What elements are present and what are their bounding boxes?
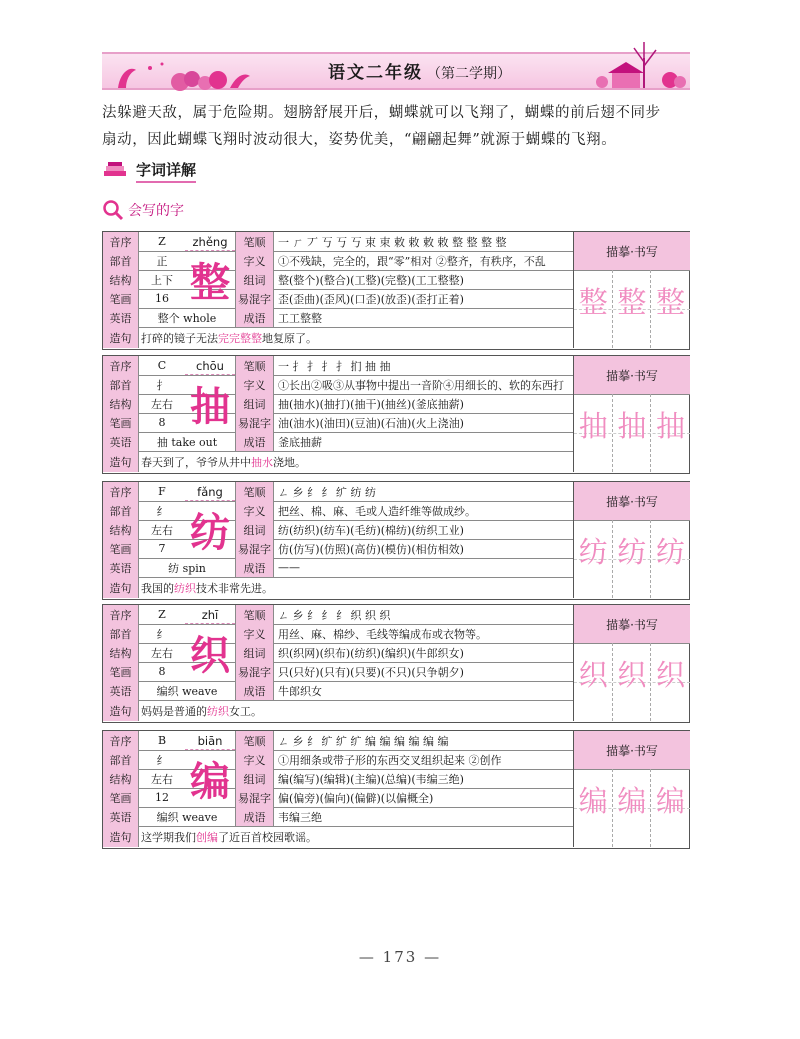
card-row bbox=[103, 539, 573, 559]
practice-area bbox=[573, 731, 690, 847]
trace-character: 抽 bbox=[655, 409, 685, 443]
field-label: 音序 bbox=[103, 731, 139, 750]
card-row bbox=[103, 501, 573, 521]
practice-area bbox=[573, 605, 690, 721]
card-row bbox=[103, 681, 573, 701]
practice-label: 描摹·书写 bbox=[574, 356, 690, 395]
practice-grid bbox=[574, 520, 690, 598]
trace-character: 纺 bbox=[617, 535, 647, 569]
field-value: F bbox=[158, 485, 166, 498]
field-label: 音序 bbox=[103, 232, 139, 251]
field-value: 左右 bbox=[151, 772, 173, 786]
field-label: 笔画 bbox=[103, 539, 139, 558]
pinyin: biān bbox=[197, 733, 223, 748]
practice-area bbox=[573, 482, 690, 598]
field-label: 英语 bbox=[103, 807, 139, 826]
intro-line-1: 法躲避天敌，属于危险期。翅膀舒展开后，蝴蝶就可以飞翔了，蝴蝶的前后翅不同步 bbox=[102, 105, 661, 121]
field-label: 组词 bbox=[235, 643, 274, 662]
field-label: 英语 bbox=[103, 558, 139, 577]
book-title: 语文二年级 bbox=[328, 63, 423, 83]
trace-character: 编 bbox=[617, 784, 647, 818]
meaning-value: ①不残缺，完全的，跟“零”相对 ②整齐，有秩序，不乱 bbox=[278, 254, 546, 268]
practice-grid bbox=[574, 394, 690, 472]
field-value: 正 bbox=[156, 254, 168, 268]
example-sentence bbox=[139, 451, 573, 472]
field-label: 结构 bbox=[103, 394, 139, 413]
field-value: 上下 bbox=[151, 273, 173, 287]
field-label: 音序 bbox=[103, 605, 139, 624]
word-groups-value: 整(整个)(整合)(工整)(完整)(工工整整) bbox=[278, 273, 464, 287]
example-sentence bbox=[139, 577, 573, 598]
field-value: 纺 spin bbox=[168, 561, 206, 575]
field-value: 整个 whole bbox=[157, 311, 217, 325]
field-label: 易混字 bbox=[235, 662, 274, 681]
sentence-row bbox=[103, 826, 573, 847]
trace-character: 编 bbox=[578, 784, 608, 818]
practice-cell bbox=[613, 394, 652, 472]
field-label: 部首 bbox=[103, 624, 139, 643]
trace-character: 编 bbox=[655, 784, 685, 818]
trace-character: 抽 bbox=[578, 409, 608, 443]
practice-cell bbox=[651, 643, 690, 721]
sentence-highlight: 纺织 bbox=[207, 704, 229, 718]
card-row bbox=[103, 558, 573, 578]
field-value: 左右 bbox=[151, 397, 173, 411]
field-label: 结构 bbox=[103, 769, 139, 788]
idiom-value: 牛郎织女 bbox=[278, 684, 322, 698]
card-row bbox=[103, 251, 573, 271]
intro-line-2: 扇动，因此蝴蝶飞翔时波动很大，姿势优美，“翩翩起舞”就源于蝴蝶的飞翔。 bbox=[102, 132, 617, 148]
sentence-text: 了近百首校园歌谣。 bbox=[218, 830, 317, 844]
confusables-value: 只(只好)(只有)(只要)(不只)(只争朝夕) bbox=[278, 665, 464, 679]
idiom-value: 工工整整 bbox=[278, 311, 322, 325]
field-label: 笔顺 bbox=[235, 232, 274, 251]
section-title: 字词详解 bbox=[136, 159, 196, 183]
practice-cell bbox=[613, 520, 652, 598]
field-label: 易混字 bbox=[235, 289, 274, 308]
trace-character: 整 bbox=[655, 285, 685, 319]
practice-label: 描摹·书写 bbox=[574, 731, 690, 770]
card-row bbox=[103, 394, 573, 414]
field-value: 8 bbox=[158, 665, 166, 678]
card-row bbox=[103, 769, 573, 789]
field-label: 结构 bbox=[103, 520, 139, 539]
field-label: 组词 bbox=[235, 520, 274, 539]
field-value: B bbox=[157, 734, 167, 747]
field-label: 笔顺 bbox=[235, 482, 274, 501]
field-label: 英语 bbox=[103, 308, 139, 327]
practice-cell bbox=[574, 520, 613, 598]
house-tree-decoration-icon bbox=[594, 40, 690, 92]
practice-cell bbox=[613, 643, 652, 721]
target-character: 整 bbox=[190, 260, 230, 306]
field-value: 编织 weave bbox=[156, 810, 218, 824]
field-label: 造句 bbox=[103, 327, 139, 348]
header-title bbox=[328, 58, 511, 83]
stroke-order-value: ㄥ 乡 纟 纩 纩 纩 编 编 编 编 编 编 bbox=[278, 734, 449, 748]
sentence-highlight: 完完整整 bbox=[218, 331, 262, 345]
trace-character: 整 bbox=[617, 285, 647, 319]
sentence-text: 地复原了。 bbox=[262, 331, 317, 345]
practice-cell bbox=[651, 270, 690, 348]
field-label: 造句 bbox=[103, 826, 139, 847]
sentence-text: 我国的 bbox=[141, 581, 174, 595]
card-row bbox=[103, 482, 573, 502]
field-label: 组词 bbox=[235, 769, 274, 788]
target-character: 织 bbox=[190, 633, 230, 679]
card-row bbox=[103, 432, 573, 452]
field-value: 编织 weave bbox=[156, 684, 218, 698]
field-label: 笔画 bbox=[103, 413, 139, 432]
field-label: 易混字 bbox=[235, 539, 274, 558]
target-character: 抽 bbox=[190, 384, 230, 430]
confusables-value: 油(油水)(油田)(豆油)(石油)(火上浇油) bbox=[278, 416, 464, 430]
meaning-value: ①用细条或带子形的东西交叉组织起来 ②创作 bbox=[278, 753, 502, 767]
stroke-order-value: 一 扌 扌 扌 扌 扪 抽 抽 bbox=[278, 359, 391, 373]
card-row bbox=[103, 605, 573, 625]
practice-label: 描摹·书写 bbox=[574, 482, 690, 521]
sentence-text: 打碎的镜子无法 bbox=[141, 331, 218, 345]
field-label: 易混字 bbox=[235, 788, 274, 807]
practice-cell bbox=[574, 769, 613, 847]
field-value: 扌 bbox=[156, 378, 168, 392]
practice-cell bbox=[651, 769, 690, 847]
sentence-highlight: 创编 bbox=[196, 830, 218, 844]
field-value: 8 bbox=[158, 416, 166, 429]
subsection-title: 会写的字 bbox=[128, 203, 184, 219]
field-value: 纟 bbox=[156, 627, 168, 641]
field-value: 纟 bbox=[156, 753, 168, 767]
word-groups-value: 抽(抽水)(抽打)(抽干)(抽丝)(釜底抽薪) bbox=[278, 397, 464, 411]
meaning-value: ①长出②吸③从事物中提出一音阶④用细长的、软的东西打 bbox=[278, 378, 564, 392]
sentence-text: 浇地。 bbox=[273, 455, 306, 469]
trace-character: 纺 bbox=[578, 535, 608, 569]
field-value: 抽 take out bbox=[156, 435, 218, 449]
field-label: 结构 bbox=[103, 270, 139, 289]
field-label: 英语 bbox=[103, 432, 139, 451]
section-heading bbox=[102, 160, 196, 182]
practice-cell bbox=[613, 270, 652, 348]
field-value: 左右 bbox=[151, 523, 173, 537]
character-card bbox=[102, 604, 690, 723]
field-label: 字义 bbox=[235, 251, 274, 270]
card-row bbox=[103, 624, 573, 644]
practice-cell bbox=[574, 394, 613, 472]
example-sentence bbox=[139, 700, 573, 721]
field-label: 笔画 bbox=[103, 662, 139, 681]
sentence-row bbox=[103, 577, 573, 598]
field-label: 组词 bbox=[235, 270, 274, 289]
field-label: 字义 bbox=[235, 624, 274, 643]
field-label: 成语 bbox=[235, 807, 274, 826]
field-label: 成语 bbox=[235, 308, 274, 327]
idiom-value: 韦编三绝 bbox=[278, 810, 322, 824]
field-value: 左右 bbox=[151, 646, 173, 660]
word-groups-value: 织(织网)(织布)(纺织)(编织)(牛郎织女) bbox=[278, 646, 464, 660]
field-label: 英语 bbox=[103, 681, 139, 700]
practice-cell bbox=[574, 643, 613, 721]
pinyin: chōu bbox=[196, 358, 224, 373]
card-row bbox=[103, 643, 573, 663]
field-label: 造句 bbox=[103, 700, 139, 721]
card-row bbox=[103, 308, 573, 328]
card-row bbox=[103, 788, 573, 808]
practice-cell bbox=[651, 394, 690, 472]
sentence-text: 技术非常先进。 bbox=[196, 581, 273, 595]
pinyin: zhī bbox=[201, 607, 219, 622]
confusables-value: 仿(仿写)(仿照)(高仿)(模仿)(相仿相效) bbox=[278, 542, 464, 556]
sentence-text: 春天到了，爷爷从井中 bbox=[141, 455, 251, 469]
pinyin: zhěng bbox=[192, 234, 228, 249]
example-sentence bbox=[139, 327, 573, 348]
trace-character: 织 bbox=[655, 658, 685, 692]
card-row bbox=[103, 662, 573, 682]
meaning-value: 用丝、麻、棉纱、毛线等编成布或衣物等。 bbox=[278, 627, 487, 641]
practice-area bbox=[573, 232, 690, 348]
word-groups-value: 纺(纺织)(纺车)(毛纺)(棉纺)(纺织工业) bbox=[278, 523, 464, 537]
stroke-order-value: ㄥ 乡 纟 纟 纟 织 织 织 bbox=[278, 608, 391, 622]
field-label: 成语 bbox=[235, 558, 274, 577]
pinyin: fǎng bbox=[197, 484, 223, 499]
confusables-value: 歪(歪曲)(歪风)(口歪)(放歪)(歪打正着) bbox=[278, 292, 464, 306]
intro-paragraph bbox=[102, 100, 692, 154]
practice-area bbox=[573, 356, 690, 472]
practice-grid bbox=[574, 270, 690, 348]
practice-cell bbox=[651, 520, 690, 598]
idiom-value: —— bbox=[278, 561, 300, 574]
target-character: 纺 bbox=[190, 510, 230, 556]
field-label: 部首 bbox=[103, 501, 139, 520]
field-label: 笔画 bbox=[103, 788, 139, 807]
card-row bbox=[103, 375, 573, 395]
trace-character: 纺 bbox=[655, 535, 685, 569]
book-semester: （第二学期） bbox=[427, 66, 511, 82]
card-row bbox=[103, 413, 573, 433]
field-label: 字义 bbox=[235, 501, 274, 520]
sentence-row bbox=[103, 700, 573, 721]
card-row bbox=[103, 750, 573, 770]
practice-label: 描摹·书写 bbox=[574, 232, 690, 271]
card-row bbox=[103, 520, 573, 540]
field-value: 纟 bbox=[156, 504, 168, 518]
subsection-heading bbox=[102, 199, 184, 221]
field-label: 造句 bbox=[103, 577, 139, 598]
field-label: 造句 bbox=[103, 451, 139, 472]
trace-character: 抽 bbox=[617, 409, 647, 443]
sentence-highlight: 抽水 bbox=[251, 455, 273, 469]
word-groups-value: 编(编写)(编辑)(主编)(总编)(韦编三绝) bbox=[278, 772, 464, 786]
card-row bbox=[103, 807, 573, 827]
flower-decoration-icon bbox=[110, 58, 260, 92]
sentence-row bbox=[103, 451, 573, 472]
confusables-value: 偏(偏旁)(偏向)(偏僻)(以偏概全) bbox=[278, 791, 434, 805]
idiom-value: 釜底抽薪 bbox=[278, 435, 322, 449]
books-icon bbox=[102, 161, 128, 181]
field-label: 笔画 bbox=[103, 289, 139, 308]
field-value: 7 bbox=[158, 542, 166, 555]
field-label: 音序 bbox=[103, 356, 139, 375]
field-label: 部首 bbox=[103, 251, 139, 270]
field-label: 组词 bbox=[235, 394, 274, 413]
meaning-value: 把丝、棉、麻、毛或人造纤维等做成纱。 bbox=[278, 504, 476, 518]
trace-character: 织 bbox=[578, 658, 608, 692]
stroke-order-value: ㄥ 乡 纟 纟 纩 纺 纺 bbox=[278, 485, 376, 499]
sentence-highlight: 纺织 bbox=[174, 581, 196, 595]
sentence-text: 女工。 bbox=[229, 704, 262, 718]
practice-cell bbox=[574, 270, 613, 348]
field-label: 笔顺 bbox=[235, 356, 274, 375]
example-sentence bbox=[139, 826, 573, 847]
field-value: Z bbox=[158, 235, 166, 248]
field-label: 笔顺 bbox=[235, 605, 274, 624]
practice-grid bbox=[574, 643, 690, 721]
practice-grid bbox=[574, 769, 690, 847]
field-label: 字义 bbox=[235, 375, 274, 394]
trace-character: 织 bbox=[617, 658, 647, 692]
field-label: 笔顺 bbox=[235, 731, 274, 750]
field-label: 成语 bbox=[235, 681, 274, 700]
field-label: 易混字 bbox=[235, 413, 274, 432]
target-character: 编 bbox=[190, 759, 230, 805]
stroke-order-value: 一 ㄏ 丆 丂 丂 丂 束 束 敕 敕 敕 敕 整 整 整 整 bbox=[278, 235, 507, 249]
field-value: 12 bbox=[155, 791, 169, 804]
character-card bbox=[102, 481, 690, 600]
card-row bbox=[103, 289, 573, 309]
practice-label: 描摹·书写 bbox=[574, 605, 690, 644]
trace-character: 整 bbox=[578, 285, 608, 319]
field-label: 部首 bbox=[103, 750, 139, 769]
field-label: 成语 bbox=[235, 432, 274, 451]
field-label: 部首 bbox=[103, 375, 139, 394]
character-card bbox=[102, 231, 690, 350]
page-header bbox=[102, 40, 690, 92]
card-row bbox=[103, 270, 573, 290]
field-value: Z bbox=[158, 608, 166, 621]
field-label: 字义 bbox=[235, 750, 274, 769]
field-value: C bbox=[157, 359, 167, 372]
card-row bbox=[103, 232, 573, 252]
field-label: 音序 bbox=[103, 482, 139, 501]
field-value: 16 bbox=[155, 292, 169, 305]
magnifier-icon bbox=[102, 199, 124, 221]
practice-cell bbox=[613, 769, 652, 847]
character-card bbox=[102, 730, 690, 849]
card-row bbox=[103, 731, 573, 751]
character-card bbox=[102, 355, 690, 474]
card-row bbox=[103, 356, 573, 376]
sentence-row bbox=[103, 327, 573, 348]
page-number: — 173 — bbox=[358, 948, 442, 966]
sentence-text: 这学期我们 bbox=[141, 830, 196, 844]
field-label: 结构 bbox=[103, 643, 139, 662]
sentence-text: 妈妈是普通的 bbox=[141, 704, 207, 718]
